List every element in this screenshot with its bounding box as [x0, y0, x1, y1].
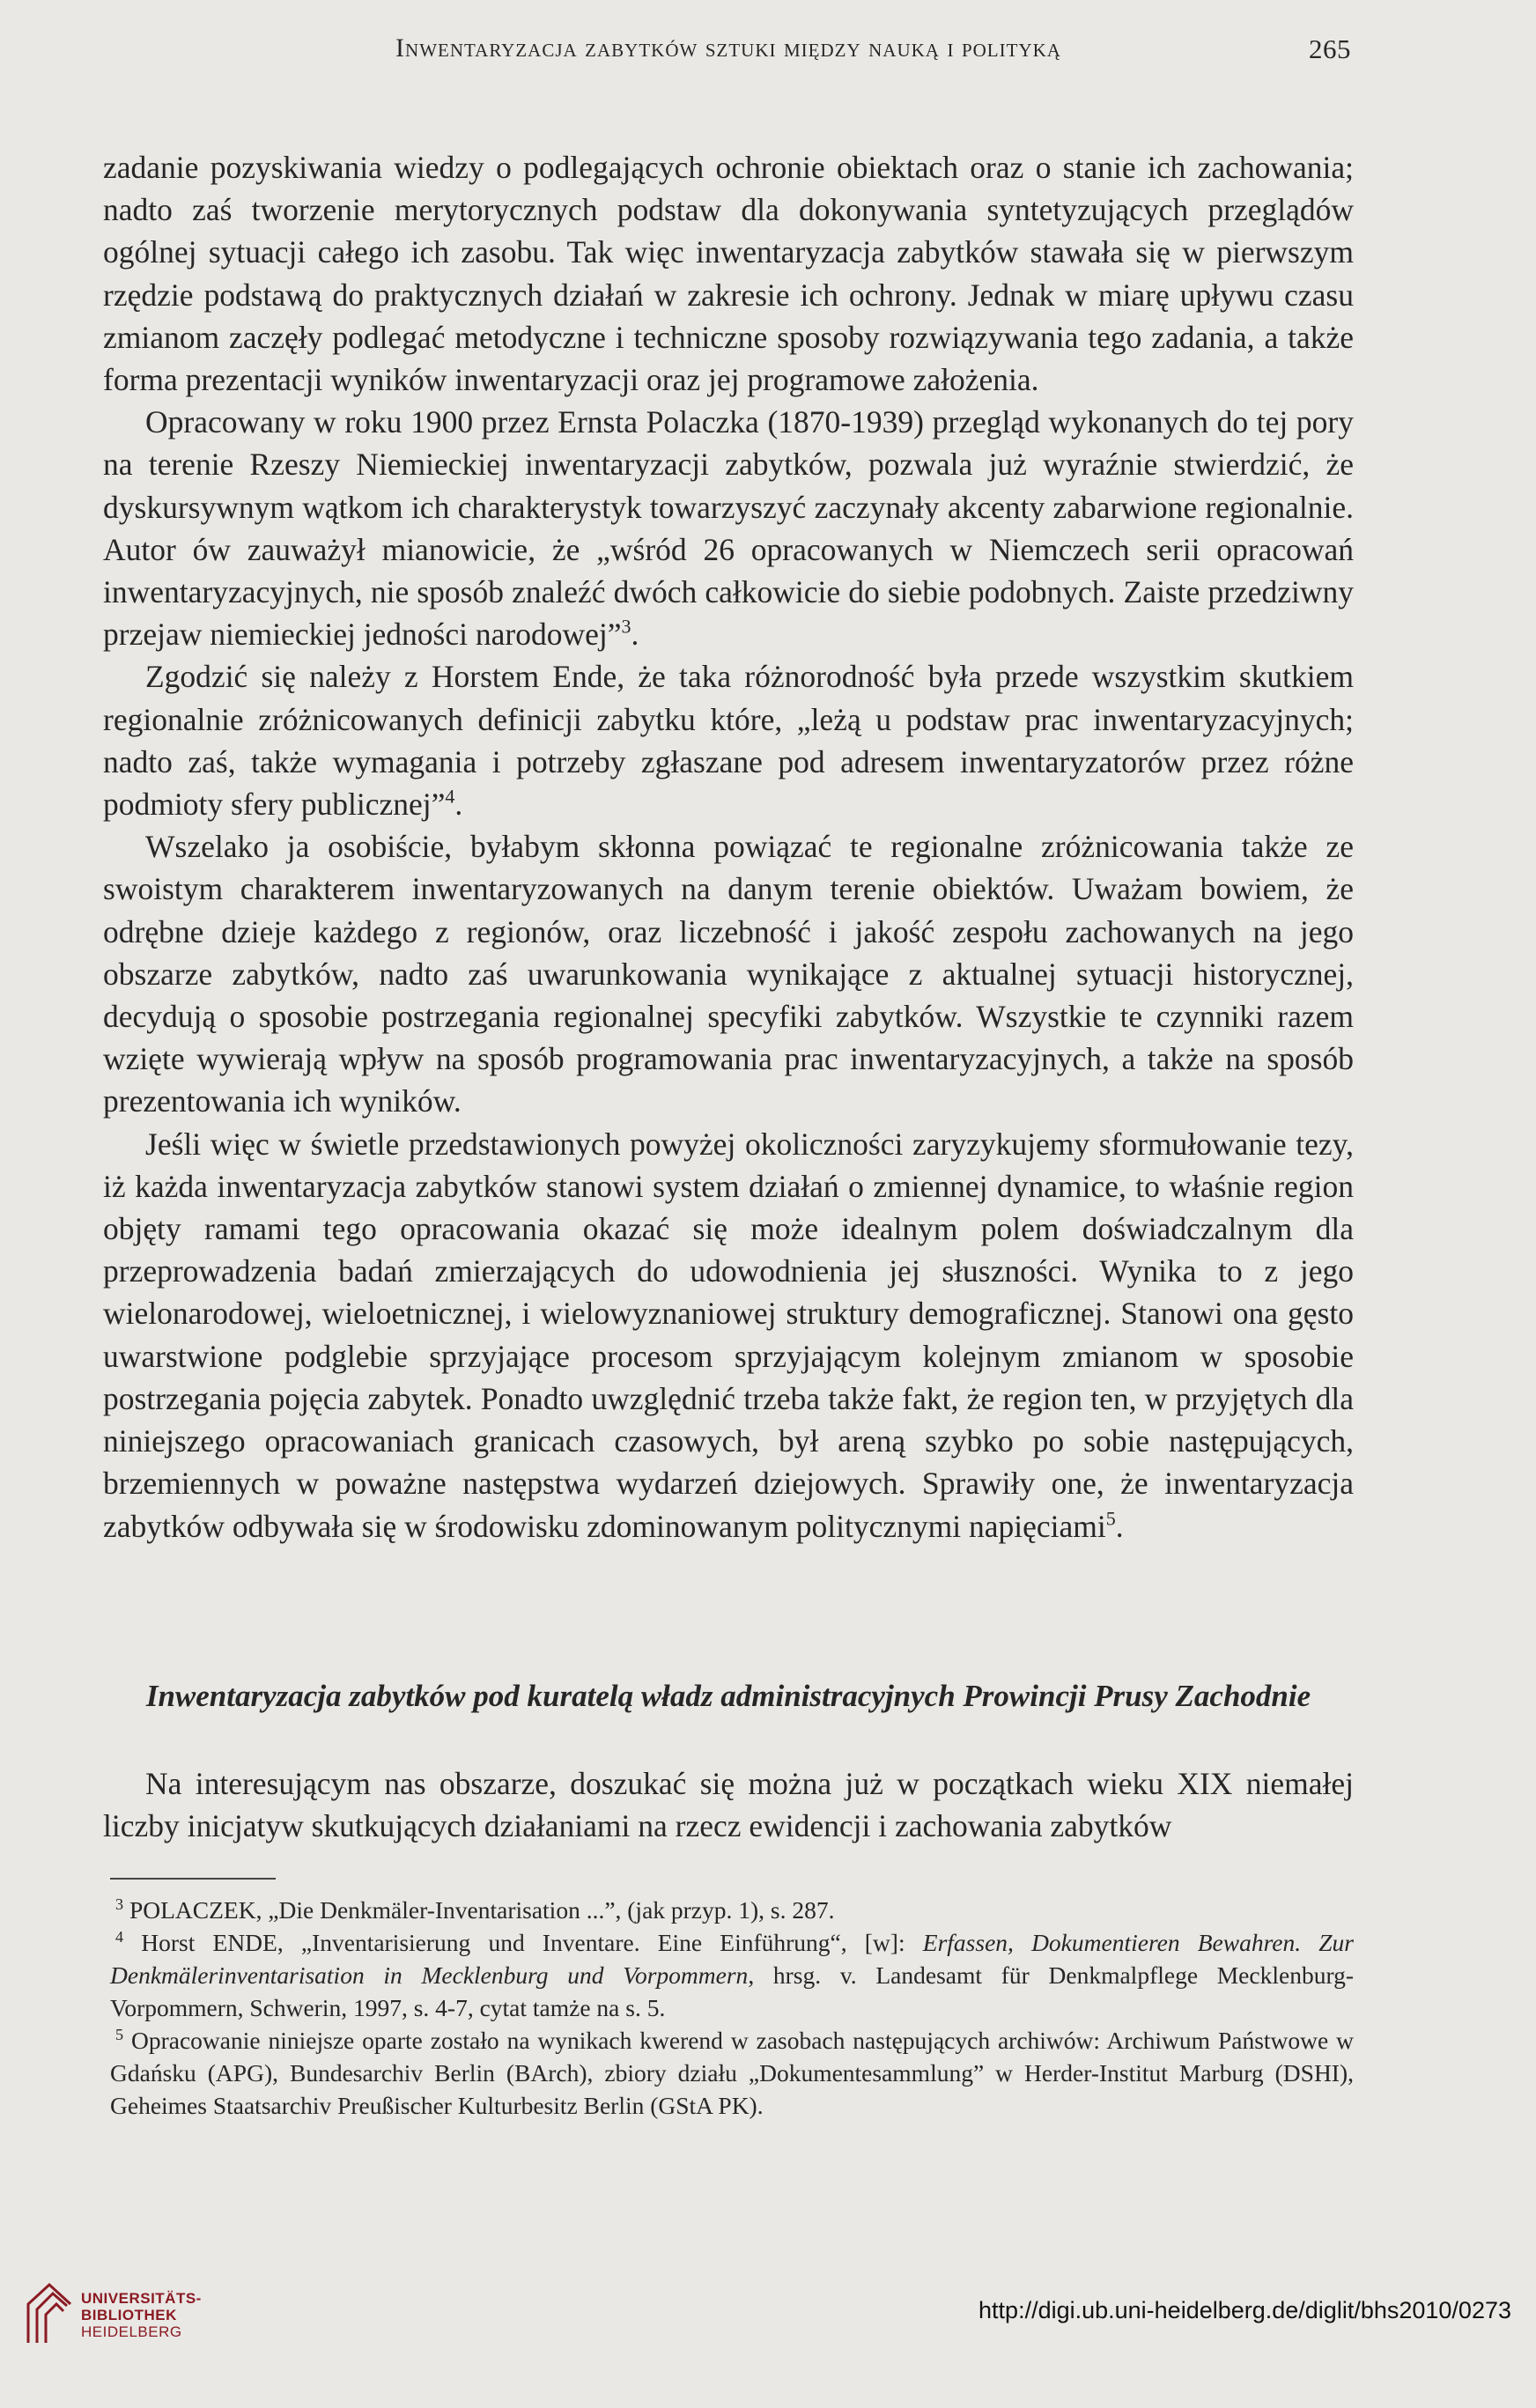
- footnotes: [110, 1894, 1354, 2122]
- footnote-separator: [110, 1878, 276, 1880]
- body-paragraph: Opracowany w roku 1900 przez Ernsta Polaczka (1870-1939) przegląd wykonanych do tej pory na terenie Rzeszy Niemieckiej inwentaryzacji zabytków, pozwala już wyraźnie stwierdzić, że dyskursywnym wątkom ich charakterystyk towarzyszyć zaczynały akcenty zabarwione regionalnie. Autor ów zauważył mianowicie, że „wśród 26 opracowanych w Niemczech serii opracowań inwentaryzacyjnych, nie sposób znaleźć dwóch całkowicie do siebie podobnych. Zaiste przedziwny przejaw niemieckiej jedności narodowej”$^3$.: [103, 404, 1354, 653]
- library-name: [81, 2290, 202, 2340]
- library-emblem-icon: [23, 2279, 76, 2350]
- body-paragraph: Wszelako ja osobiście, byłabym skłonna powiązać te regionalne zróżnicowania także ze swoistym charakterem inwentaryzowanych na danym terenie obiektów. Uważam bowiem, że odrębne dzieje każdego z regionów, oraz liczebność i jakość zespołu zachowanych na jego obszarze zabytków, nadto zaś uwarunkowania wynikające z aktualnej sytuacji historycznej, decydują o sposobie postrzegania regionalnej specyfiki zabytków. Wszystkie te czynniki razem wzięte wywierają wpływ na sposób programowania prac inwentaryzacyjnych, a także na sposób prezentowania ich wyników.: [103, 829, 1354, 1119]
- footnote-marker[interactable]: 3: [115, 1895, 124, 1914]
- footnote: $^5$ Opracowanie niniejsze oparte zostało na wynikach kwerend w zasobach następujących archiwów: Archiwum Państwowe w Gdańsku (APG), Bundesarchiv Berlin (BArch), zbiory działu „Dokumentesammlung” w Herder-Institut Marburg (DSHI), Geheimes Staatsarchiv Preußischer Kulturbesitz Berlin (GStA PK).: [110, 2026, 1354, 2119]
- body-paragraph: Zgodzić się należy z Horstem Ende, że taka różnorodność była przede wszystkim skutkiem regionalnie zróżnicowanych definicji zabytku które, „leżą u podstaw prac inwentaryzacyjnych; nadto zaś, także wymagania i potrzeby zgłaszane pod adresem inwentaryzatorów przez różne podmioty sfery publicznej”$^4$.: [103, 659, 1354, 823]
- library-name-line: HEIDELBERG: [81, 2323, 182, 2340]
- section-paragraph-block: [103, 1762, 1354, 1847]
- italic-title: Erfassen, Dokumentieren Bewahren. Zur Denkmälerinventarisation in Mecklenburg und Vorpommern: [110, 1929, 1355, 1989]
- body-paragraph: Jeśli więc w świetle przedstawionych powyżej okoliczności zaryzykujemy sformułowanie tezy, iż każda inwentaryzacja zabytków stanowi system działań o zmiennej dynamice, to właśnie region objęty ramami tego opracowania okazać się może idealnym polem doświadczalnym dla przeprowadzenia badań zmierzających do udowodnienia jej słuszności. Wynika to z jego wielonarodowej, wieloetnicznej, i wielowyznaniowej struktury demograficznej. Stanowi ona gęsto uwarstwione podglebie sprzyjające procesom sprzyjającym kolejnym zmianom w sposobie postrzegania pojęcia zabytek. Ponadto uwzględnić trzeba także fakt, że region ten, w przyjętych dla niniejszego opracowaniach granicach czasowych, był areną szybko po sobie następujących, brzemiennych w poważne następstwa wydarzeń dziejowych. Sprawiły one, że inwentaryzacja zabytków odbywała się w środowisku zdominowanym politycznymi napięciami$^5$.: [103, 1126, 1354, 1544]
- section-paragraph: Na interesującym nas obszarze, doszukać się można już w początkach wieku XIX niemałej liczby inicjatyw skutkujących działaniami na rzecz ewidencji i zachowania zabytków: [103, 1766, 1354, 1844]
- footnote-marker[interactable]: 4: [445, 785, 455, 808]
- body-paragraph: zadanie pozyskiwania wiedzy o podlegających ochronie obiektach oraz o stanie ich zachowania; nadto zaś tworzenie merytorycznych podstaw dla dokonywania syntetyzujących przeglądów ogólnej sytuacji całego ich zasobu. Tak więc inwentaryzacja zabytków stawała się w pierwszym rzędzie podstawą do praktycznych działań w zakresie ich ochrony. Jednak w miarę upływu czasu zmianom zaczęły podlegać metodyczne i techniczne sposoby rozwiązywania tego zadania, a także forma prezentacji wyników inwentaryzacji oraz jej programowe założenia.: [103, 150, 1354, 398]
- running-title: Inwentaryzacja zabytków sztuki między nauką i polityką: [395, 33, 1061, 63]
- footnote-marker[interactable]: 3: [621, 615, 631, 638]
- footnote: $^4$ Horst ENDE, „Inventarisierung und Inventare. Eine Einführung“, [w]: Erfassen, Dokumentieren Bewahren. Zur Denkmälerinventarisation in Mecklenburg und Vorpommern, hrsg. v. Landesamt für Denkmalpflege Mecklenburg-Vorpommern, Schwerin, 1997, s. 4-7, cytat tamże na s. 5.: [110, 1928, 1355, 2021]
- library-logo[interactable]: [23, 2279, 234, 2350]
- library-name-line: UNIVERSITÄTS-: [81, 2290, 202, 2307]
- running-header: [106, 33, 1351, 69]
- library-name-line: BIBLIOTHEK: [81, 2307, 177, 2323]
- footnote: $^3$ POLACZEK, „Die Denkmäler-Inventarisation ...”, (jak przyp. 1), s. 287.: [115, 1895, 835, 1924]
- footnote-marker[interactable]: 5: [1105, 1506, 1116, 1529]
- section-heading: Inwentaryzacja zabytków pod kuratelą władz administracyjnych Prowincji Prusy Zachodnie: [145, 1679, 1311, 1713]
- footnote-marker[interactable]: 4: [115, 1928, 124, 1946]
- footnote-marker[interactable]: 5: [115, 2026, 124, 2044]
- source-url[interactable]: http://digi.ub.uni-heidelberg.de/diglit/bhs2010/0273: [978, 2297, 1511, 2323]
- body-text: [103, 146, 1354, 1547]
- page-number: 265: [1309, 33, 1351, 64]
